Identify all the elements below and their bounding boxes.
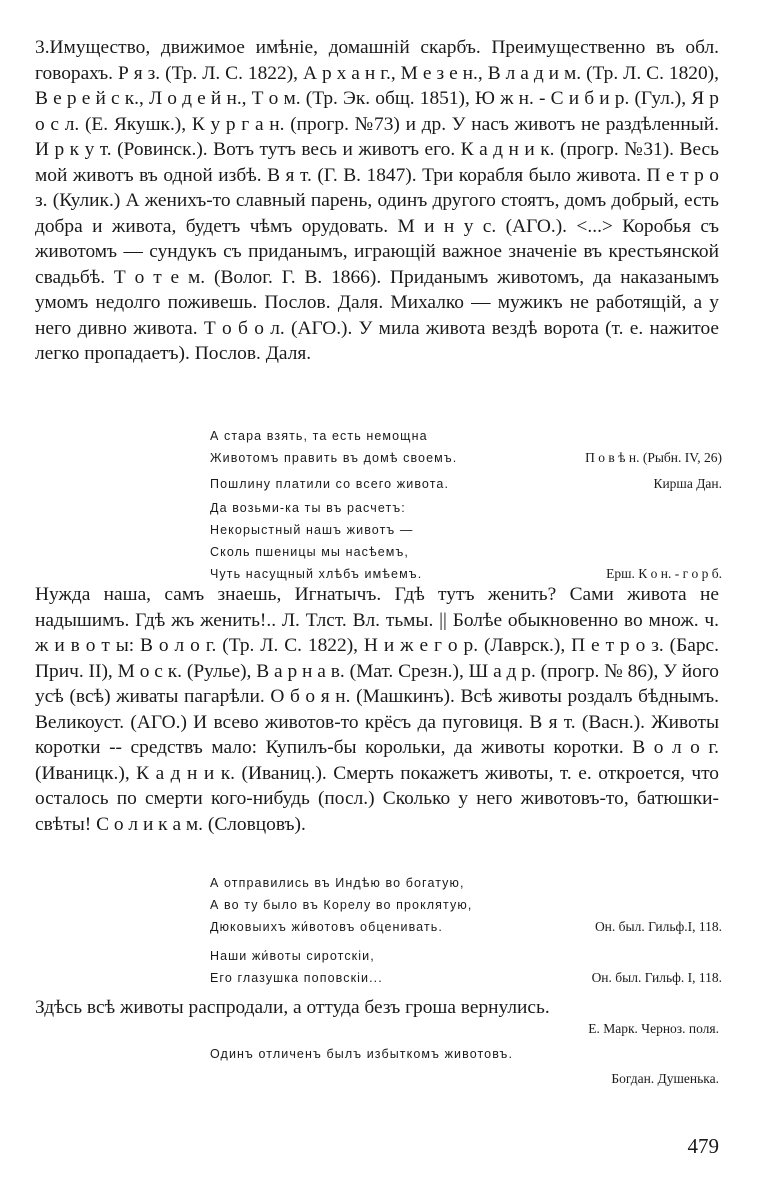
page-number: 479	[687, 1134, 719, 1158]
quote-line: Да возьми-ка ты въ расчетъ:	[210, 501, 406, 515]
quote-block-1	[210, 425, 722, 469]
quote-block-2	[210, 473, 722, 495]
quote-line: Одинъ отличенъ былъ избыткомъ животовъ.	[210, 1047, 514, 1061]
quote-source: Кирша Дан.	[653, 476, 722, 491]
quote-line: А стара взять, та есть немощна	[210, 429, 428, 443]
quote-line: Дюковыихъ жи́вотовъ обценивать. Он. был. Гильф.I, 118.	[210, 916, 722, 938]
quote-block-6	[210, 1043, 722, 1065]
quote-line: Сколь пшеницы мы насѣемъ,	[210, 545, 409, 559]
quote-line: Чуть насущный хлѣбъ имѣемъ. Ерш. К о н. - г о р б.	[210, 563, 722, 585]
quote-line: Животомъ править въ домѣ своемъ. П о в ѣ н. (Рыбн. IV, 26)	[210, 447, 722, 469]
citation-reference: Богдан. Душенька.	[611, 1071, 719, 1086]
quote-block-3	[210, 497, 722, 585]
citation-reference: Е. Марк. Черноз. поля.	[588, 1021, 719, 1036]
quote-line: А отправились въ Индѣю во богатую,	[210, 876, 465, 890]
quote-block-5	[210, 945, 722, 989]
entry-paragraph-1: 3.Имущество, движимое имѣніе, домашній скарбъ. Преимущественно въ обл. говорахъ. Р я з. (Тр. Л. С. 1822), А р х а н г., М е з е н., В л а д и м. (Тр. Л. С. 1820), В е р е й с к., Л о д е й н., Т о м. (Тр. Эк. общ. 1851), Ю ж н. - С и б и р. (Гул.), Я р о с л. (Е. Якушк.), К у р г а н. (прогр. №73) и др. У насъ животъ не раздѣленный. И р к у т. (Ровинск.). Вотъ тутъ весь и животъ его. К а д н и к. (прогр. №31). Весь мой животъ въ одной избѣ. В я т. (Г. В. 1847). Три корабля было живота. П е т р о з. (Кулик.) А женихъ-то славный парень, одинъ другого стоятъ, домъ добрый, есть добра и живота, будетъ чѣмъ орудовать. М и н у с. (АГО.). <...> Коробья съ животомъ — сундукъ съ приданымъ, играющій важное значеніе въ крестьянской свадьбѣ. Т о т е м. (Волог. Г. В. 1866). Приданымъ животомъ, да наказанымъ умомъ недолго поживешь. Послов. Даля. Михалко — мужикъ не работящій, а у него дивно живота. Т о б о л. (АГО.). У мила живота вездѣ ворота (т. е. нажитое легко пропадаетъ). Послов. Даля.	[35, 37, 719, 364]
quote-source: Ерш. К о н. - г о р б.	[606, 566, 722, 581]
quote-line: Наши жи́воты сиротскіи,	[210, 949, 375, 963]
quote-line: А во ту было въ Корелу во проклятую,	[210, 898, 473, 912]
entry-paragraph-2: Нужда наша, самъ знаешь, Игнатычъ. Гдѣ тутъ женить? Сами живота не надышимъ. Гдѣ жъ женить!.. Л. Тлст. Вл. тьмы. || Болѣе обыкновенно во множ. ч. ж и в о т ы: В о л о г. (Тр. Л. С. 1822), Н и ж е г о р. (Лаврск.), П е т р о з. (Барс. Прич. II), М о с к. (Рулье), В а р н а в. (Мат. Срезн.), Ш а д р. (прогр. № 86), У його усѣ (всѣ) живаты пагарѣли. О б о я н. (Машкинъ). Всѣ животы роздалъ бѣднымъ. Великоуст. (АГО.) И всево животов-то крёсъ да пуговиця. В я т. (Васн.). Животы коротки -- средствъ мало: Купилъ-бы корольки, да животы коротки. В о л о г. (Иваницк.), К а д н и к. (Иваниц.). Смерть покажетъ животы, т. е. откроется, что осталось по смерти кого-нибудь (посл.) Сколько у него животовъ-то, батюшки-свѣты! С о л и к а м. (Словцовъ).	[35, 584, 719, 835]
quote-source: Он. был. Гильф. I, 118.	[591, 970, 722, 985]
entry-paragraph-3: Здѣсь всѣ животы распродали, а оттуда безъ гроша вернулись.	[35, 997, 550, 1018]
quote-block-4	[210, 872, 722, 938]
quote-source: Он. был. Гильф.I, 118.	[594, 919, 722, 934]
quote-line: Его глазушка поповскіи... Он. был. Гильф. I, 118.	[210, 967, 722, 989]
quote-source: П о в ѣ н. (Рыбн. IV, 26)	[585, 450, 722, 465]
quote-line: Пошлину платили со всего живота. Кирша Дан.	[210, 473, 722, 495]
quote-line: Некорыстный нашъ животъ —	[210, 523, 414, 537]
